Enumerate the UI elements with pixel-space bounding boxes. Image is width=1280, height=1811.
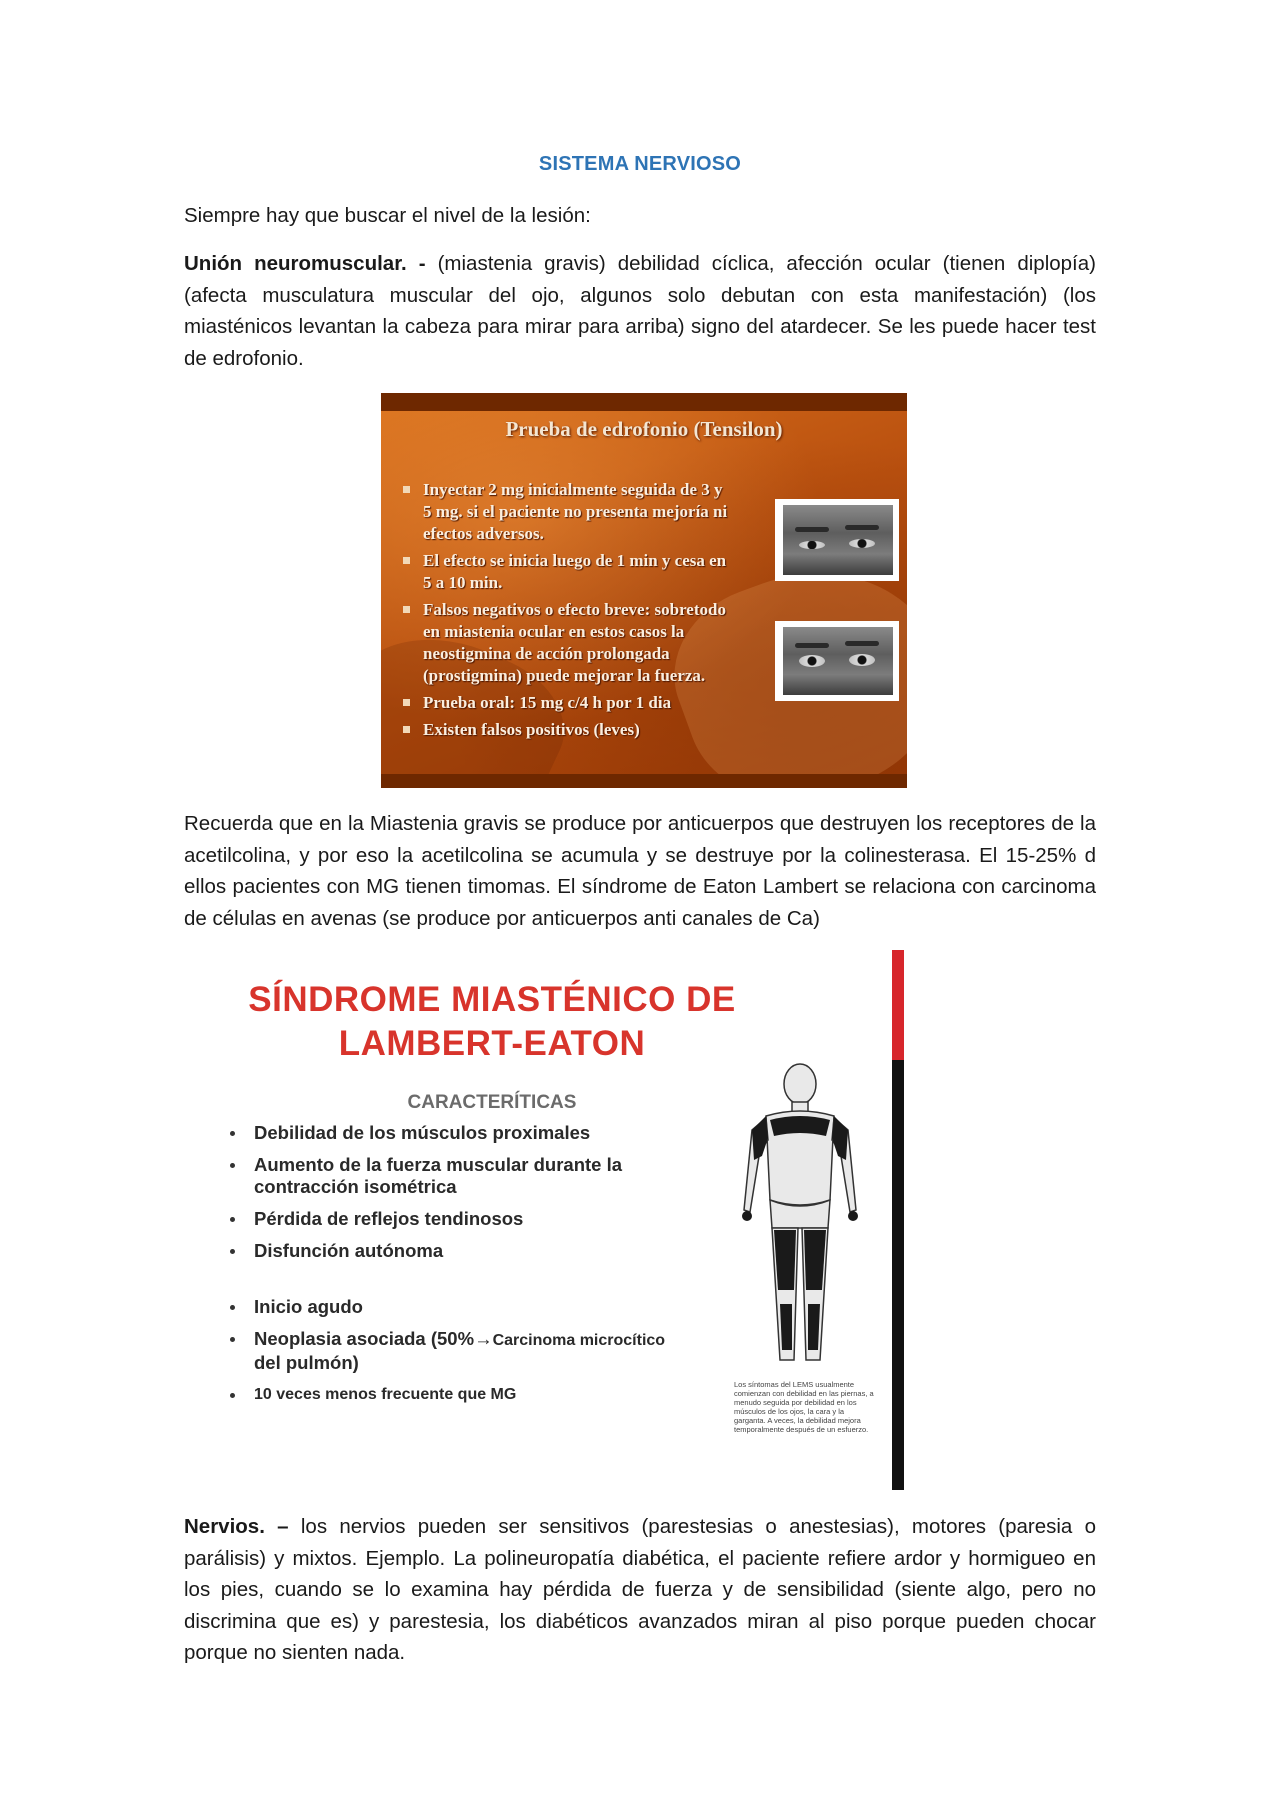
list-item: Debilidad de los músculos proximales [226,1122,696,1144]
figure-caption: Los síntomas del LEMS usualmente comienzan con debilidad en las piernas, a menudo seguida por debilidad en los músculos de los ojos, la cara y la garganta. A veces, la debilidad mejora temporalmente después de un esfuerzo. [734,1380,874,1434]
list-item: Pérdida de reflejos tendinosos [226,1208,696,1230]
nervios-heading: Nervios. – [184,1515,289,1538]
list-item: Neoplasia asociada (50%→Carcinoma microcítico del pulmón) [226,1328,696,1374]
nervios-text: los nervios pueden ser sensitivos (parestesias o anestesias), motores (paresia o parálisis) y mixtos. Ejemplo. La polineuropatía diabética, el paciente refiere ardor y hormigueo en los pies, cuando se lo examina hay pérdida de fuerza y de sensibilidad (siente algo, pero no discrimina que es) y parestesia, los diabéticos avanzados miran al piso porque pueden chocar porque no sienten nada. [184,1515,1097,1664]
arrow-icon: → [474,1328,493,1349]
intro-paragraph: Siempre hay que buscar el nivel de la lesión: [184,204,591,227]
black-accent-bar [892,1060,904,1490]
list-item: Inicio agudo [226,1296,696,1318]
page-title: SISTEMA NERVIOSO [538,153,742,175]
lambert-eaton-bullet-list [226,1122,696,1416]
patient-eyes-before-photo [775,499,899,581]
list-item: Aumento de la fuerza muscular durante la contracción isométrica [226,1154,696,1198]
union-neuromuscular-paragraph [184,248,1096,374]
red-accent-bar [892,950,904,1060]
union-text: (miastenia gravis) debilidad cíclica, afección ocular (tienen diplopía) (afecta musculatura muscular del ojo, algunos solo debutan con esta manifestación) (los miasténicos levantan la cabeza para mirar para arriba) signo del atardecer. Se les puede hacer test de edrofonio. [184,252,1096,370]
list-item: Falsos negativos o efecto breve: sobretodo en miastenia ocular en estos casos la neostigmina de acción prolongada (prostigmina) puede mejorar la fuerza. [403,599,733,687]
recuerda-paragraph: Recuerda que en la Miastenia gravis se produce por anticuerpos que destruyen los receptores de la acetilcolina, y por eso la acetilcolina se acumula y se destruye por la colinesterasa. El 15-25% d ellos pacientes con MG tienen timomas. El síndrome de Eaton Lambert se relaciona con carcinoma de células en avenas (se produce por anticuerpos anti canales de Ca) [184,812,1096,930]
human-body-figure [730,1060,870,1370]
patient-eyes-after-photo [775,621,899,701]
list-item: Inyectar 2 mg inicialmente seguida de 3 y 5 mg. si el paciente no presenta mejoría ni efectos adversos. [403,479,733,545]
lambert-eaton-slide-image [212,950,904,1490]
list-item: El efecto se inicia luego de 1 min y cesa en 5 a 10 min. [403,550,733,594]
lambert-eaton-slide-title: SÍNDROME MIASTÉNICO DE LAMBERT-EATON [248,980,736,1063]
list-item: Existen falsos positivos (leves) [403,719,733,741]
nervios-paragraph [184,1511,1096,1669]
union-heading: Unión neuromuscular. - [184,252,426,275]
lambert-eaton-subtitle: CARACTERÍTICAS [407,1092,577,1113]
edrofonio-slide-title: Prueba de edrofonio (Tensilon) [505,417,783,441]
list-item: Prueba oral: 15 mg c/4 h por 1 dia [403,692,733,714]
edrofonio-slide-image [381,393,907,788]
edrofonio-bullet-list [403,479,733,746]
list-item: 10 veces menos frecuente que MG [226,1384,696,1406]
list-item: Disfunción autónoma [226,1240,696,1262]
